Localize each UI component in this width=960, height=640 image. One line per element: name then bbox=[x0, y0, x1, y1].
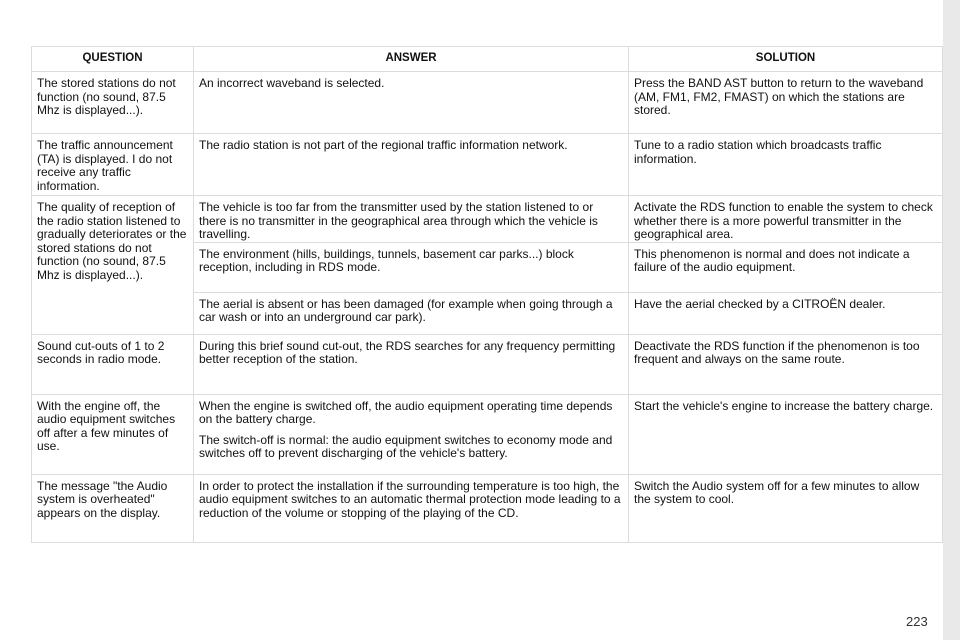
answer-cell: An incorrect waveband is selected. bbox=[194, 72, 629, 134]
solution-cell: Press the BAND AST button to return to the waveband (AM, FM1, FM2, FMAST) on which the stations are stored. bbox=[629, 72, 943, 134]
answer-paragraph-2: The switch-off is normal: the audio equipment switches to economy mode and switches off to prevent discharging of the vehicle's battery. bbox=[199, 432, 613, 460]
answer-cell: The radio station is not part of the regional traffic information network. bbox=[194, 134, 629, 196]
solution-cell: Have the aerial checked by a CITROËN dealer. bbox=[629, 292, 943, 334]
solution-cell: Deactivate the RDS function if the phenomenon is too frequent and always on the same route. bbox=[629, 334, 943, 394]
page-edge-strip bbox=[943, 0, 960, 640]
question-cell: With the engine off, the audio equipment switches off after a few minutes of use. bbox=[32, 394, 194, 474]
table-row bbox=[32, 394, 943, 474]
header-solution: SOLUTION bbox=[629, 47, 943, 72]
table-row bbox=[32, 134, 943, 196]
table-header-row bbox=[32, 47, 943, 72]
question-cell: The traffic announcement (TA) is displayed. I do not receive any traffic information. bbox=[32, 134, 194, 196]
table-row bbox=[32, 72, 943, 134]
troubleshooting-table bbox=[31, 46, 943, 543]
solution-cell: Start the vehicle's engine to increase the battery charge. bbox=[629, 394, 943, 474]
answer-paragraph-1: When the engine is switched off, the audio equipment operating time depends on the battery charge. bbox=[199, 398, 613, 426]
answer-cell: During this brief sound cut-out, the RDS searches for any frequency permitting better reception of the station. bbox=[194, 334, 629, 394]
header-answer: ANSWER bbox=[194, 47, 629, 72]
table-row bbox=[32, 474, 943, 542]
header-question: QUESTION bbox=[32, 47, 194, 72]
solution-cell: Switch the Audio system off for a few minutes to allow the system to cool. bbox=[629, 474, 943, 542]
table-row bbox=[32, 196, 943, 243]
question-cell: Sound cut-outs of 1 to 2 seconds in radio mode. bbox=[32, 334, 194, 394]
solution-cell: This phenomenon is normal and does not indicate a failure of the audio equipment. bbox=[629, 242, 943, 292]
table-row bbox=[32, 334, 943, 394]
solution-cell: Tune to a radio station which broadcasts traffic information. bbox=[629, 134, 943, 196]
question-cell: The message "the Audio system is overheated" appears on the display. bbox=[32, 474, 194, 542]
answer-cell bbox=[194, 394, 629, 474]
answer-cell: The vehicle is too far from the transmitter used by the station listened to or there is no transmitter in the geographical area through which the vehicle is travelling. bbox=[194, 196, 629, 243]
solution-cell: Activate the RDS function to enable the system to check whether there is a more powerful transmitter in the geographical area. bbox=[629, 196, 943, 243]
page-number: 223 bbox=[906, 614, 928, 629]
question-cell: The quality of reception of the radio station listened to gradually deteriorates or the stored stations do not function (no sound, 87.5 Mhz is displayed...). bbox=[32, 196, 194, 335]
answer-cell: The environment (hills, buildings, tunnels, basement car parks...) block reception, including in RDS mode. bbox=[194, 242, 629, 292]
answer-cell: The aerial is absent or has been damaged (for example when going through a car wash or into an underground car park). bbox=[194, 292, 629, 334]
answer-cell: In order to protect the installation if the surrounding temperature is too high, the audio equipment switches to an automatic thermal protection mode leading to a reduction of the volume or stopping of the playing of the CD. bbox=[194, 474, 629, 542]
question-cell: The stored stations do not function (no sound, 87.5 Mhz is displayed...). bbox=[32, 72, 194, 134]
